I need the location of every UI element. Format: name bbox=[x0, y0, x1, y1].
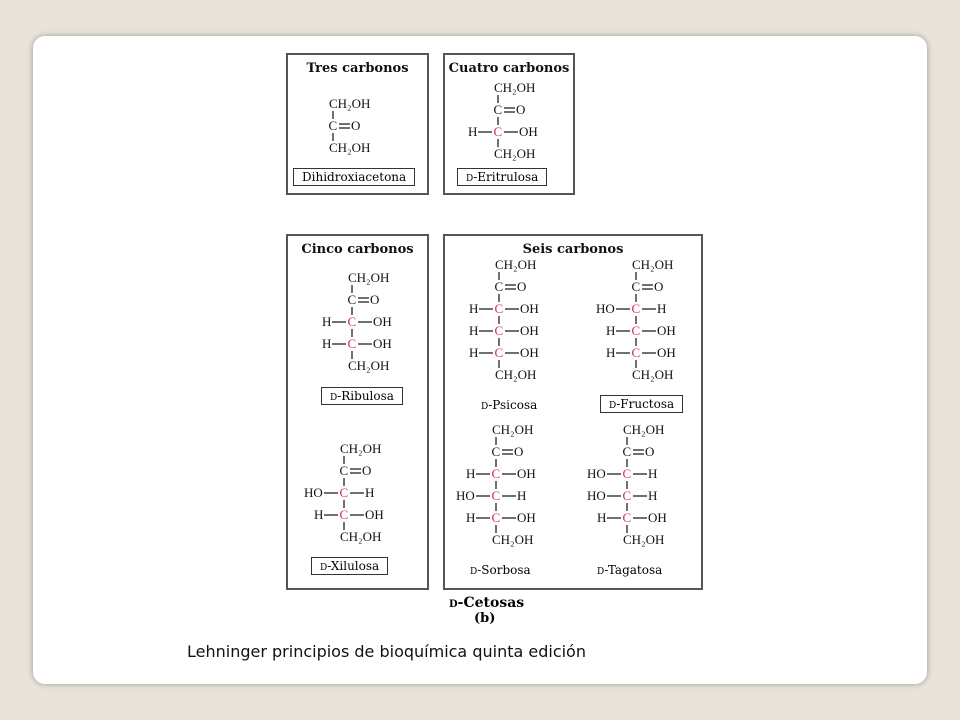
atom-label: C bbox=[622, 488, 632, 503]
atom-label: O bbox=[516, 102, 526, 117]
atom-label: CH₂OH bbox=[340, 441, 382, 456]
d-prefix: D bbox=[470, 567, 478, 577]
atom-label: C bbox=[631, 301, 641, 316]
atom-label: C bbox=[494, 279, 504, 294]
atom-label: C bbox=[339, 507, 349, 522]
name-text: -Xilulosa bbox=[327, 559, 380, 573]
atom-label: CH₂OH bbox=[632, 257, 674, 272]
atom-label: OH bbox=[373, 314, 392, 329]
name-text: -Eritrulosa bbox=[473, 170, 539, 184]
atom-label: C bbox=[631, 345, 641, 360]
name-text: -Fructosa bbox=[616, 397, 675, 411]
d-prefix: D bbox=[466, 174, 474, 184]
atom-label: C bbox=[622, 444, 632, 459]
atom-label: OH bbox=[657, 323, 676, 338]
name-text: Dihidroxiacetona bbox=[302, 170, 407, 184]
atom-label: OH bbox=[365, 507, 384, 522]
atom-label: OH bbox=[520, 345, 539, 360]
atom-label: OH bbox=[520, 323, 539, 338]
atom-label: CH₂OH bbox=[495, 367, 537, 382]
atom-label: H bbox=[597, 510, 607, 525]
atom-label: H bbox=[606, 345, 616, 360]
atom-label: O bbox=[362, 463, 372, 478]
panel-title: Cuatro carbonos bbox=[448, 61, 570, 76]
atom-label: HO bbox=[456, 488, 475, 503]
atom-label: OH bbox=[373, 336, 392, 351]
atom-label: O bbox=[351, 118, 361, 133]
atom-label: CH₂OH bbox=[494, 146, 536, 161]
atom-label: OH bbox=[520, 301, 539, 316]
d-prefix: D bbox=[449, 599, 458, 610]
d-prefix: D bbox=[609, 401, 617, 411]
atom-label: C bbox=[493, 102, 503, 117]
name-fructosa bbox=[600, 395, 683, 413]
atom-label: C bbox=[631, 279, 641, 294]
panel-title: Seis carbonos bbox=[522, 242, 624, 257]
name-text: -Ribulosa bbox=[337, 389, 394, 403]
atom-label: CH₂OH bbox=[329, 140, 371, 155]
name-text: -Tagatosa bbox=[604, 563, 663, 577]
name-text: -Sorbosa bbox=[477, 563, 531, 577]
atom-label: C bbox=[494, 323, 504, 338]
atom-label: C bbox=[622, 466, 632, 481]
atom-label: C bbox=[622, 510, 632, 525]
name-dihidroxiacetona bbox=[293, 168, 415, 186]
atom-label: C bbox=[494, 301, 504, 316]
atom-label: C bbox=[328, 118, 338, 133]
atom-label: H bbox=[648, 488, 658, 503]
name-text: -Psicosa bbox=[488, 398, 538, 412]
atom-label: C bbox=[347, 292, 357, 307]
name-xilulosa bbox=[311, 557, 388, 575]
atom-label: H bbox=[648, 466, 658, 481]
atom-label: HO bbox=[596, 301, 615, 316]
d-prefix: D bbox=[330, 393, 338, 403]
atom-label: H bbox=[365, 485, 375, 500]
atom-label: CH₂OH bbox=[623, 532, 665, 547]
atom-label: OH bbox=[519, 124, 538, 139]
name-ribulosa bbox=[321, 387, 403, 405]
atom-label: H bbox=[469, 301, 479, 316]
atom-label: H bbox=[466, 466, 476, 481]
name-eritrulosa bbox=[457, 168, 547, 186]
atom-label: H bbox=[657, 301, 667, 316]
atom-label: CH₂OH bbox=[340, 529, 382, 544]
atom-label: CH₂OH bbox=[494, 80, 536, 95]
figure-caption bbox=[449, 595, 524, 611]
atom-label: H bbox=[466, 510, 476, 525]
atom-label: O bbox=[645, 444, 655, 459]
atom-label: CH₂OH bbox=[492, 532, 534, 547]
atom-label: H bbox=[469, 345, 479, 360]
caption-text: -Cetosas bbox=[457, 595, 525, 611]
name-sorbosa bbox=[470, 563, 531, 577]
atom-label: C bbox=[339, 463, 349, 478]
atom-label: OH bbox=[657, 345, 676, 360]
atom-label: CH₂OH bbox=[348, 270, 390, 285]
atom-label: H bbox=[469, 323, 479, 338]
atom-label: OH bbox=[517, 510, 536, 525]
atom-label: CH₂OH bbox=[495, 257, 537, 272]
atom-label: C bbox=[347, 314, 357, 329]
atom-label: C bbox=[491, 444, 501, 459]
atom-label: CH₂OH bbox=[329, 96, 371, 111]
d-prefix: D bbox=[320, 563, 328, 573]
atom-label: O bbox=[654, 279, 664, 294]
atom-label: C bbox=[339, 485, 349, 500]
d-prefix: D bbox=[481, 402, 489, 412]
panel-title: Cinco carbonos bbox=[301, 242, 414, 257]
atom-label: O bbox=[514, 444, 524, 459]
atom-label: H bbox=[517, 488, 527, 503]
panel-title: Tres carbonos bbox=[306, 61, 409, 76]
atom-label: O bbox=[370, 292, 380, 307]
atom-label: CH₂OH bbox=[348, 358, 390, 373]
d-prefix: D bbox=[597, 567, 605, 577]
atom-label: C bbox=[491, 466, 501, 481]
figure-sublabel: (b) bbox=[474, 611, 496, 626]
atom-label: H bbox=[314, 507, 324, 522]
atom-label: C bbox=[631, 323, 641, 338]
atom-label: OH bbox=[648, 510, 667, 525]
atom-label: H bbox=[322, 336, 332, 351]
atom-label: CH₂OH bbox=[492, 422, 534, 437]
atom-label: C bbox=[494, 345, 504, 360]
atom-label: HO bbox=[587, 488, 606, 503]
atom-label: H bbox=[468, 124, 478, 139]
atom-label: OH bbox=[517, 466, 536, 481]
atom-label: C bbox=[347, 336, 357, 351]
atom-label: H bbox=[322, 314, 332, 329]
atom-label: O bbox=[517, 279, 527, 294]
atom-label: C bbox=[491, 488, 501, 503]
credit-text: Lehninger principios de bioquímica quinta edición bbox=[187, 642, 586, 661]
atom-label: CH₂OH bbox=[632, 367, 674, 382]
atom-label: H bbox=[606, 323, 616, 338]
name-psicosa bbox=[481, 398, 537, 412]
atom-label: CH₂OH bbox=[623, 422, 665, 437]
name-tagatosa bbox=[597, 563, 662, 577]
atom-label: HO bbox=[587, 466, 606, 481]
atom-label: HO bbox=[304, 485, 323, 500]
atom-label: C bbox=[493, 124, 503, 139]
atom-label: C bbox=[491, 510, 501, 525]
